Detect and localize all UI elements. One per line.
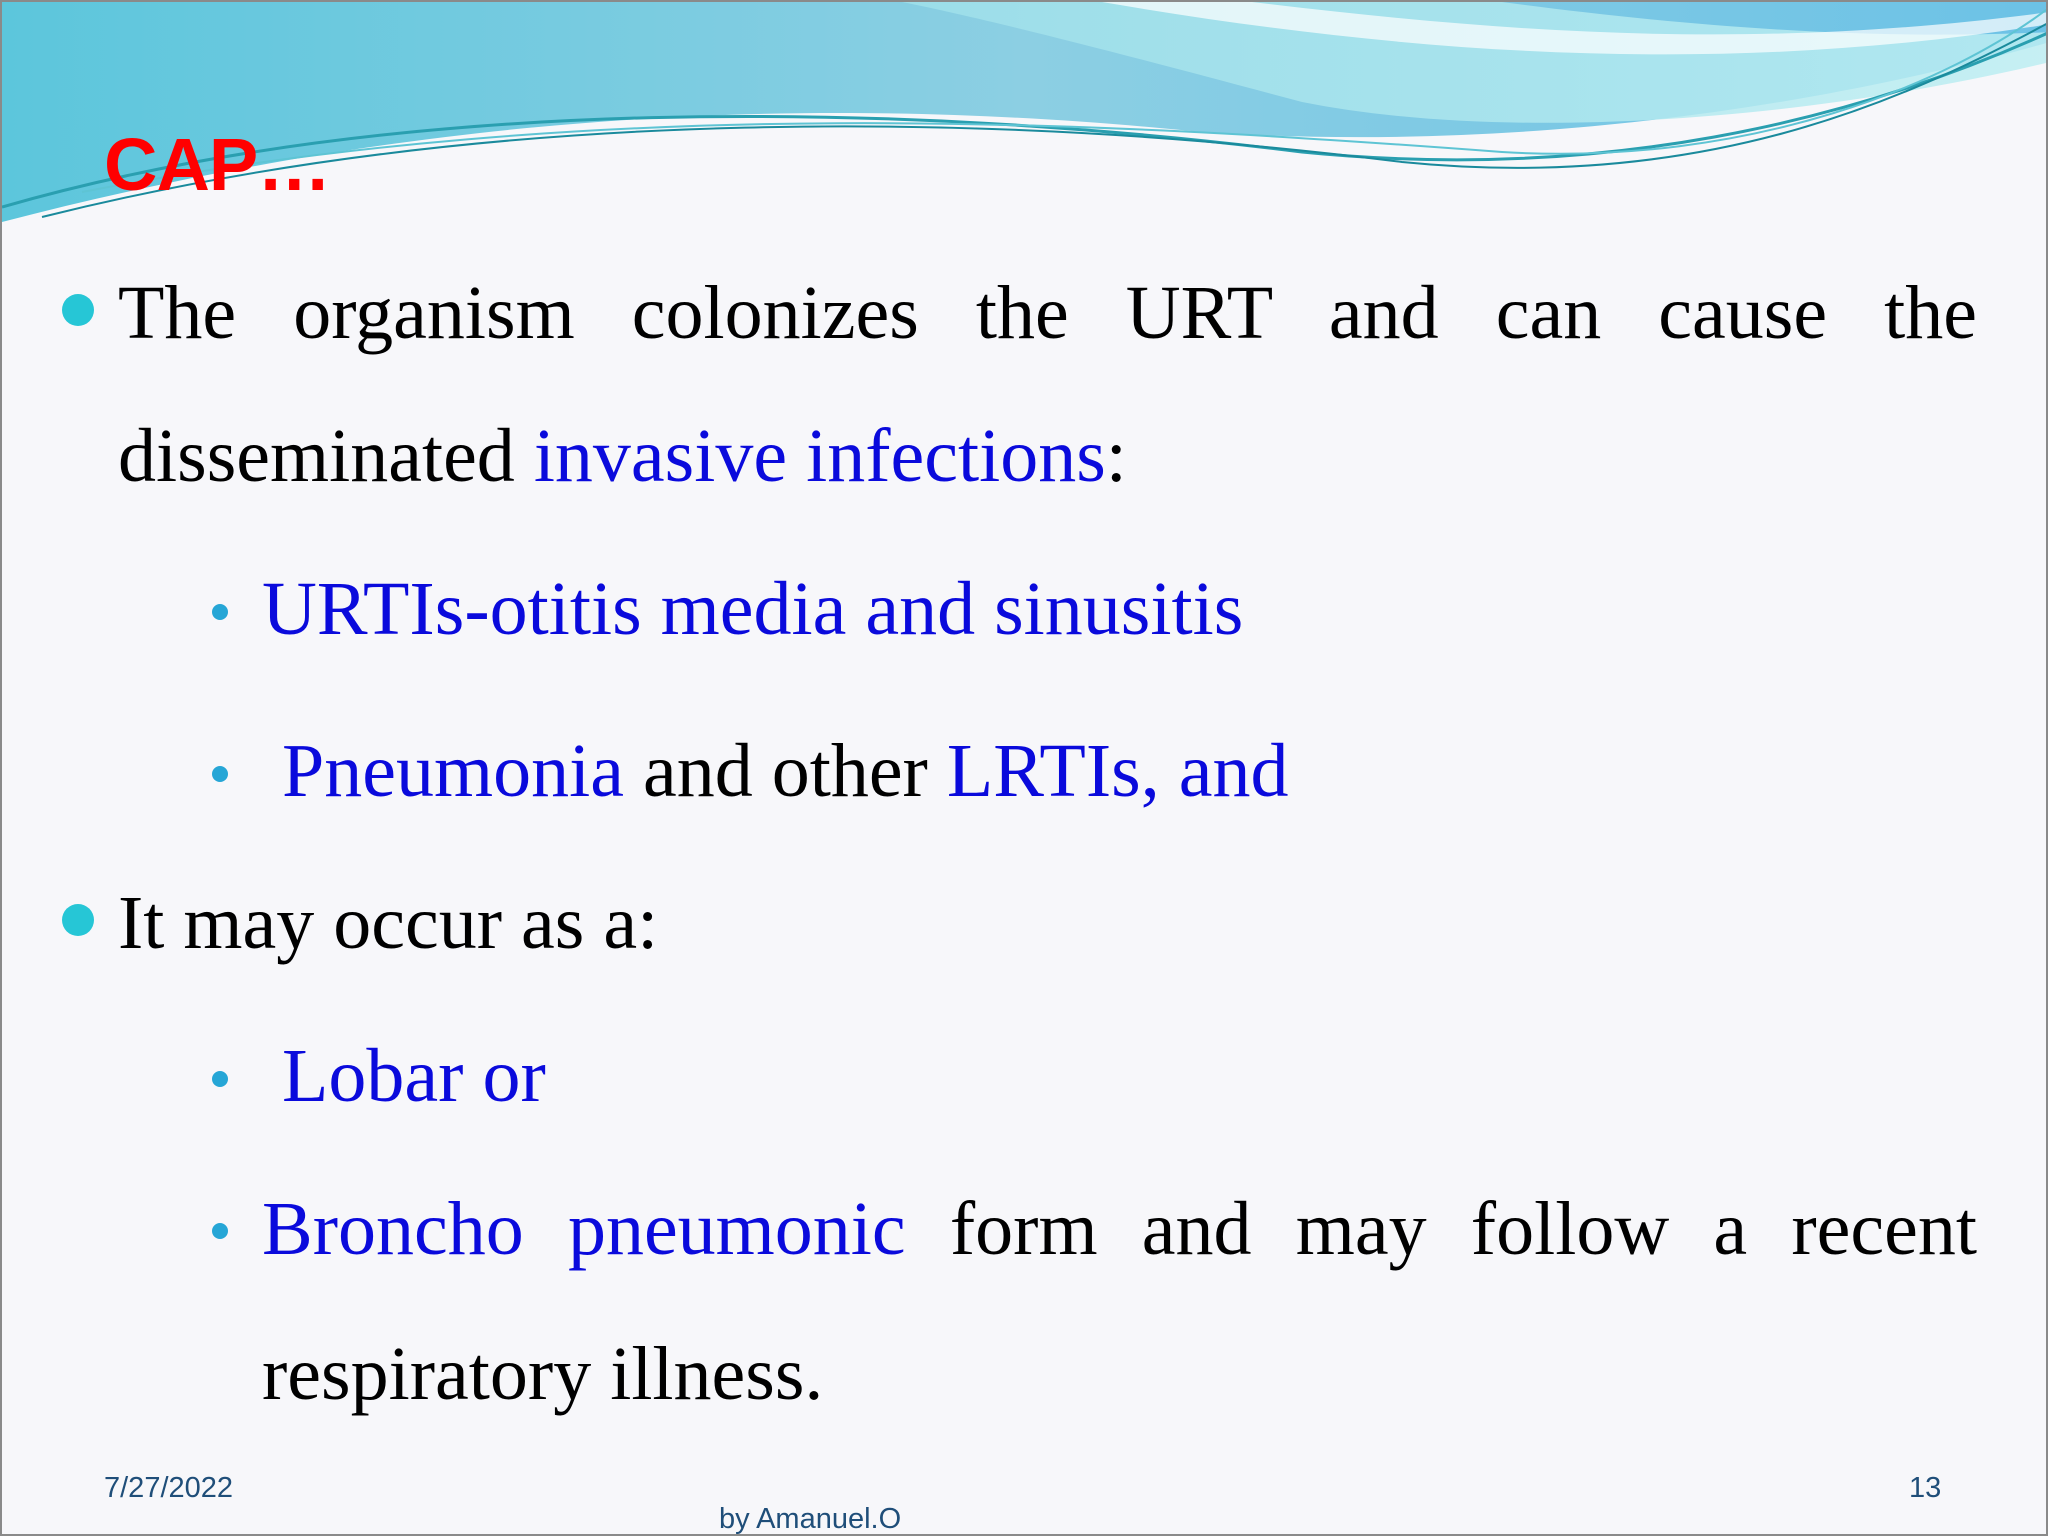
page-number: 13 — [1909, 1472, 1942, 1504]
sub-bullet-item — [62, 528, 1977, 690]
slide-title: CAP… — [104, 123, 331, 206]
highlight-text: Broncho pneumonic — [262, 1187, 906, 1271]
sub-bullet-text: form and may follow a recent respiratory illness. — [262, 1187, 1977, 1416]
bullet-item — [62, 852, 1977, 995]
highlight-text: invasive infections — [533, 414, 1106, 498]
sub-bullet-dot-icon — [212, 766, 228, 782]
highlight-text: Pneumonia — [282, 729, 624, 813]
slide-content — [62, 242, 1977, 1447]
sub-bullet-text: URTIs-otitis media and sinusitis — [262, 567, 1244, 651]
sub-bullet-dot-icon — [212, 604, 228, 620]
bullet-dot-icon — [62, 294, 94, 326]
bullet-text: It may occur as a: — [118, 881, 659, 965]
bullet-text: The organism colonizes the URT and can cause the disseminated — [118, 271, 1977, 498]
sub-bullet-item — [62, 1157, 1977, 1447]
highlight-text: LRTIs, and — [946, 729, 1289, 813]
footer-date: 7/27/2022 — [104, 1472, 234, 1504]
sub-bullet-dot-icon — [212, 1223, 228, 1239]
bullet-item — [62, 242, 1977, 528]
footer-author: by Amanuel.O — [719, 1503, 902, 1535]
sub-bullet-dot-icon — [212, 1071, 228, 1087]
bullet-dot-icon — [62, 904, 94, 936]
sub-bullet-text: and other — [623, 729, 947, 813]
sub-bullet-item — [62, 690, 1977, 852]
bullet-text-end: : — [1105, 414, 1127, 498]
sub-bullet-item — [62, 995, 1977, 1157]
highlight-text: Lobar or — [282, 1034, 546, 1118]
